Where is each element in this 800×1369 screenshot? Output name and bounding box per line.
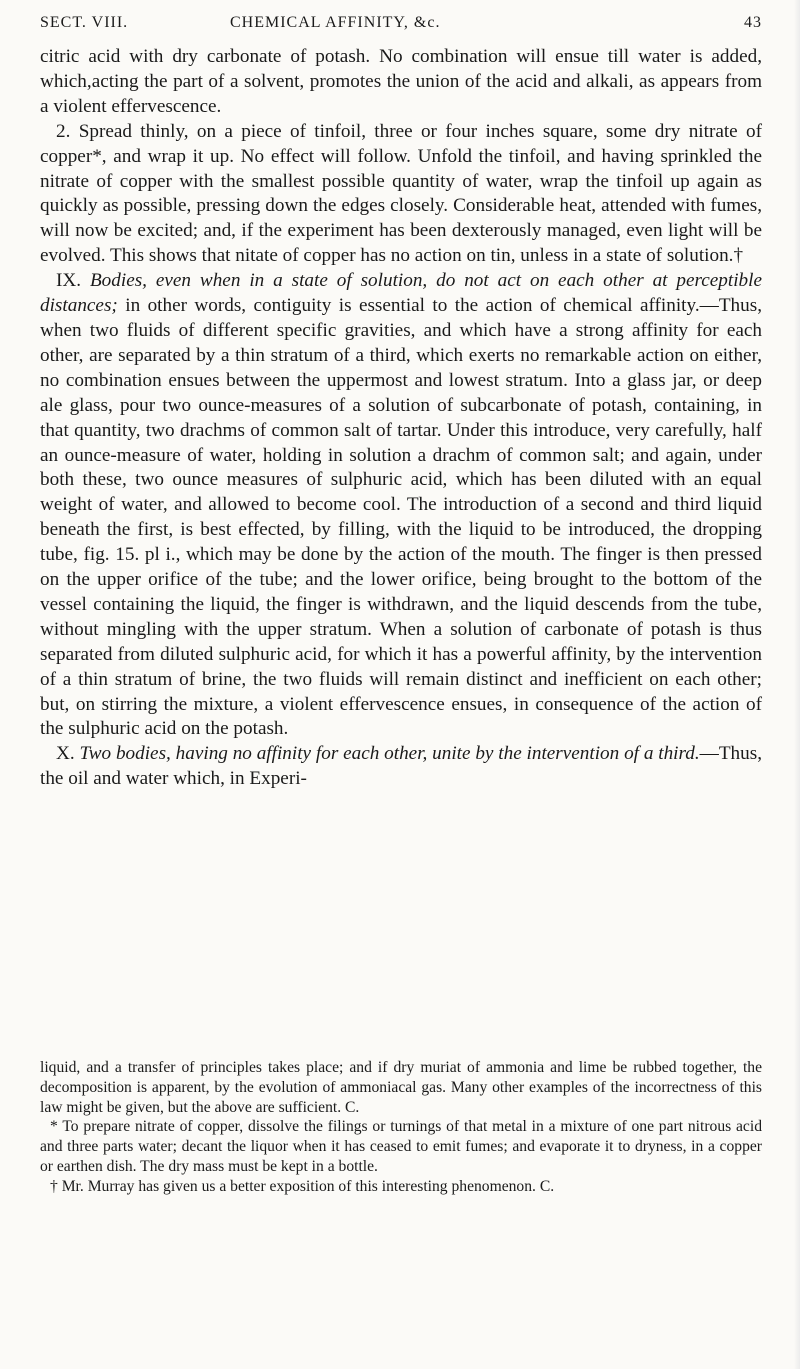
law-statement: Two bodies, having no affinity for each other, unite by the intervention of a third. (79, 743, 700, 765)
law-number: X. (56, 743, 75, 765)
page-title: CHEMICAL AFFINITY, &c. (230, 14, 441, 31)
footnote-dagger: † Mr. Murray has given us a better exposition of this interesting phenomenon. C. (50, 1177, 555, 1195)
footnote-continued: liquid, and a transfer of principles takes place; and if dry muriat of ammonia and lime be rubbed together, the decomposition is apparent, by the evolution of ammoniacal gas. Many other examples of the incorrectness of this law might be given, but the above are sufficient. C. (40, 1059, 762, 1116)
law-explanation: in other words, contiguity is essential to the action of chemical affinity.—Thus, when two fluids of different specific gravities, and which have a strong affinity for each other, are separated by a thin stratum of a third, which exerts no remarkable action on either, no combination ensues between the uppermost and lowest stratum. Into a glass jar, or deep ale glass, pour two ounce-measures of a solution of subcarbonate of potash, containing, in that quantity, two drachms of common salt of tartar. Under this introduce, very carefully, half an ounce-measure of water, holding in solution a drachm of common salt; and again, under both these, two ounce measures of sulphuric acid, which has been diluted with an equal weight of water, and allowed to become cool. The introduction of a second and third liquid beneath the first, is best effected, by filling, with the liquid to be introduced, the dropping tube, fig. 15. pl i., which may be done by the action of the mouth. The finger is then pressed on the upper orifice of the tube; and the lower orifice, being brought to the bottom of the vessel containing the liquid, the finger is withdrawn, and the liquid descends from the tube, without mingling with the upper stratum. When a solution of carbonate of potash is thus separated from diluted sulphuric acid, for which it has a powerful affinity, by the intervention of a thin stratum of brine, the two fluids will remain distinct and inefficient on each other; but, on stirring the mixture, a violent effervescence ensues, in consequence of the action of the sulphuric acid on the potash. (40, 295, 762, 740)
law-statement: Bodies, even when in a state of solution, do not act on each other at perceptible distances; (40, 270, 762, 317)
paragraph-law-ix (40, 269, 762, 742)
paragraph-continued: citric acid with dry carbonate of potash. No combination will ensue till water is added, which,acting the part of a solvent, promotes the union of the acid and alkali, as appears from a violent effervescence. (40, 46, 762, 117)
section-label: SECT. VIII. (40, 14, 129, 31)
running-head (40, 14, 762, 36)
law-number: IX. (56, 270, 82, 292)
footnotes (40, 1058, 762, 1197)
law-explanation: —Thus, the oil and water which, in Experi- (40, 743, 762, 790)
page-edge-shadow (794, 0, 800, 1369)
page-number: 43 (744, 14, 762, 31)
paragraph-experiment-2: 2. Spread thinly, on a piece of tinfoil, three or four inches square, some dry nitrate of copper*, and wrap it up. No effect will follow. Unfold the tinfoil, and having sprinkled the nitrate of copper with the smallest possible quantity of water, wrap the tinfoil up again as quickly as possible, pressing down the edges closely. Considerable heat, attended with fumes, will now be excited; and, if the experiment has been dexterously managed, even light will be evolved. This shows that nitate of copper has no action on tin, unless in a state of solution.† (40, 120, 762, 267)
paragraph-law-x (40, 742, 762, 792)
main-text (40, 45, 762, 792)
footnote-star: * To prepare nitrate of copper, dissolve the filings or turnings of that metal in a mixture of one part nitrous acid and three parts water; decant the liquor when it has ceased to emit fumes; and evaporate it to dryness, in a copper or earthen dish. The dry mass must be kept in a bottle. (40, 1118, 762, 1175)
